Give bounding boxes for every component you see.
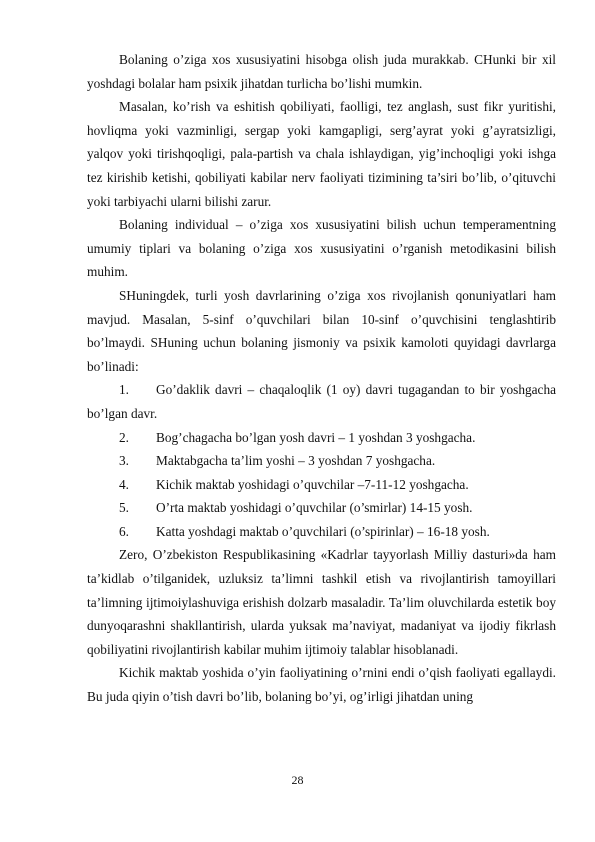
list-item-text: Kichik maktab yoshidagi o’quvchilar –7-11-12 yoshgacha. bbox=[156, 476, 469, 492]
paragraph: Bolaning o’ziga xos xususiyatini hisobga olish juda murakkab. CHunki bir xil yoshdagi bolalar ham psixik jihatdan turlicha bo’lishi mumkin. bbox=[87, 52, 556, 91]
paragraph: SHuningdek, turli yosh davrlarining o’ziga xos rivojlanish qonuniyatlari ham mavjud. Masalan, 5-sinf o’quvchilari bilan 10-sinf o’quvchisini tenglashtirib bo’lmaydi. SHuning uchun bolaning jismoniy va psixik kamoloti quyidagi davrlarga bo’linadi: bbox=[87, 287, 556, 374]
paragraph: Bolaning individual – o’ziga xos xususiyatini bilish uchun temperamentning umumiy tiplari va bolaning o’ziga xos xususiyatini o’rganish metodikasini bilish muhim. bbox=[87, 217, 556, 280]
list-item bbox=[87, 496, 556, 520]
list-item-number: 1. bbox=[119, 382, 129, 398]
list-item bbox=[87, 520, 556, 544]
list-item-number: 3. bbox=[119, 453, 129, 469]
list-item-text: Maktabgacha ta’lim yoshi – 3 yoshdan 7 yoshgacha. bbox=[156, 453, 436, 469]
list-item-text: Katta yoshdagi maktab o’quvchilari (o’spirinlar) – 16-18 yosh. bbox=[156, 523, 490, 539]
document-page bbox=[87, 48, 556, 709]
paragraph: Zero, O’zbekiston Respublikasining «Kadrlar tayyorlash Milliy dasturi»da ham ta’kidlab o’tilganidek, uzluksiz ta’limni tashkil etish va rivojlantirish tamoyillari ta’limning ijtimoiylashuviga erishish dolzarb masaladir. Ta’lim oluvchilarda estetik boy dunyoqarashni shakllantirish, ularda yuksak ma’naviyat, madaniyat va ijodiy fikrlash qobiliyatini rivojlantirish kabilar muhim ijtimoiy talablar hisoblanadi. bbox=[87, 547, 556, 657]
paragraph: Kichik maktab yoshida o’yin faoliyatining o’rnini endi o’qish faoliyati egallaydi. Bu juda qiyin o’tish davri bo’lib, bolaning bo’yi, og’irligi jihatdan uning bbox=[87, 665, 556, 705]
list-item-text: Go’daklik davri – chaqaloqlik (1 oy) davri tugagandan to bir yoshgacha bo’lgan davr. bbox=[87, 382, 556, 421]
paragraph: Masalan, ko’rish va eshitish qobiliyati, faolligi, tez anglash, sust fikr yuritishi, hovliqma yoki vazminligi, sergap yoki kamgapligi, serg’ayrat yoki g’ayratsizligi, yalqov yoki tirishqoqligi, pala-partish va chala ishlaydigan, yig’inchoqligi yoki ishga tez kirishib ketishi, qobiliyati kabilar nerv faoliyati tizimining ta’siri bo’lib, o’qituvchi yoki tarbiyachi ularni bilishi zarur. bbox=[87, 99, 556, 209]
list-item bbox=[87, 378, 556, 425]
list-item-text: Bog’chagacha bo’lgan yosh davri – 1 yoshdan 3 yoshgacha. bbox=[156, 429, 476, 445]
list-item-text: O’rta maktab yoshidagi o’quvchilar (o’smirlar) 14-15 yosh. bbox=[156, 500, 473, 516]
list-item bbox=[87, 449, 556, 473]
list-item bbox=[87, 473, 556, 497]
list-item-number: 6. bbox=[119, 523, 129, 539]
page-number: 28 bbox=[291, 773, 304, 787]
list-item-number: 2. bbox=[119, 429, 129, 445]
age-period-list bbox=[87, 378, 556, 543]
list-item bbox=[87, 426, 556, 450]
list-item-number: 4. bbox=[119, 476, 129, 492]
list-item-number: 5. bbox=[119, 500, 129, 516]
